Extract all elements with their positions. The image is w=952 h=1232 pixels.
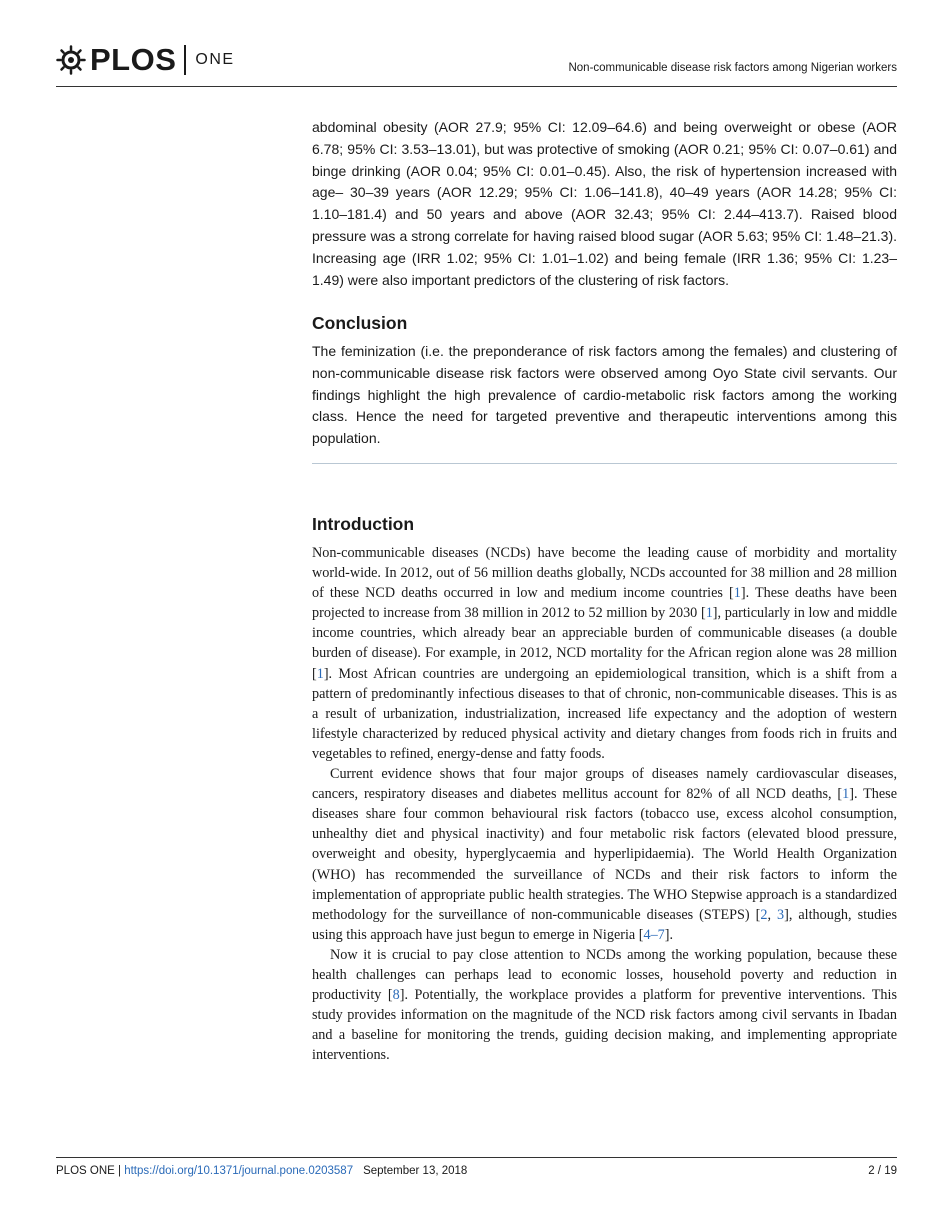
running-title: Non-communicable disease risk factors among Nigerian workers [568, 62, 897, 74]
introduction-section [312, 543, 897, 1065]
citation-link[interactable]: 8 [392, 987, 400, 1004]
intro-paragraph-3 [312, 945, 897, 1066]
logo-plos-text: PLOS [90, 42, 177, 77]
conclusion-section [312, 341, 897, 450]
text-run: Now it is crucial to pay close attention to NCDs among the working population, because these health challenges can perhaps lead to economic losses, household poverty and reduction in productivity [ [312, 946, 897, 1004]
citation-link[interactable]: 1 [705, 605, 713, 622]
text-run: Current evidence shows that four major groups of diseases namely cardiovascular diseases, cancers, respiratory diseases and diabetes mellitus account for 82% of all NCD deaths, [ [312, 766, 897, 803]
footer-divider [56, 1157, 897, 1158]
intro-paragraph-2 [312, 764, 897, 945]
footer-doi-link[interactable]: https://doi.org/10.1371/journal.pone.0203587 [124, 1165, 354, 1177]
text-run: ]. These diseases share four common behavioural risk factors (tobacco use, excess alcohol consumption, unhealthy diet and physical inactivity) and four metabolic risk factors (elevated blood pressure, overweight and obesity, hyperglycaemia and hyperlipidaemia). The World Health Organization (WHO) has recommended the surveillance of NCDs and their risk factors to inform the implementation of appropriate public health strategies. The WHO Stepwise approach is a standardized methodology for the surveillance of non-communicable diseases (STEPS) [ [312, 786, 897, 923]
introduction-heading: Introduction [312, 514, 415, 534]
footer-date: September 13, 2018 [363, 1165, 468, 1177]
text-run: ]. Most African countries are undergoing an epidemiological transition, which is a shift from a pattern of predominantly infectious diseases to that of chronic, non-communicable diseases. This is as a result of urbanization, industrialization, increased life expectancy and the adoption of western lifestyle characterized by reduced physical activity and dietary changes from foods rich in fruits and vegetables to refined, energy-dense and fatty foods. [312, 665, 897, 762]
page-footer [56, 1165, 897, 1177]
text-run: ], although, studies using this approach have just begun to emerge in Nigeria [ [312, 906, 897, 943]
logo-one-text: ONE [195, 51, 235, 68]
citation-link[interactable]: 4–7 [643, 926, 665, 943]
header-divider [56, 86, 897, 87]
page-header [56, 40, 897, 86]
abstract-results-paragraph: abdominal obesity (AOR 27.9; 95% CI: 12.09–64.6) and being overweight or obese (AOR 6.78; 95% CI: 3.53–13.01), but was protective of smoking (AOR 0.21; 95% CI: 0.07–0.61) and binge drinking (AOR 0.04; 95% CI: 0.01–0.45). Also, the risk of hypertension increased with age– 30–39 years (AOR 12.29; 95% CI: 1.06–141.8), 40–49 years (AOR 14.28; 95% CI: 1.10–181.4) and 50 years and above (AOR 32.43; 95% CI: 2.44–413.7). Raised blood pressure was a strong correlate for having raised blood sugar (AOR 5.63; 95% CI: 1.48–21.3). Increasing age (IRR 1.02; 95% CI: 1.01–1.02) and being female (IRR 1.36; 95% CI: 1.23–1.49) were also important predictors of the clustering of risk factors. [312, 119, 897, 288]
text-run: Non-communicable diseases (NCDs) have become the leading cause of morbidity and mortality world-wide. In 2012, out of 56 million deaths globally, NCDs accounted for 38 million and 28 million of these NCD deaths occurred in low and medium income countries [ [312, 545, 897, 602]
intro-paragraph-1 [312, 543, 897, 764]
text-run: ], particularly in low and middle income countries, which already bear an appreciable burden of communicable diseases (a double burden of disease). For example, in 2012, NCD mortality for the African region alone was 28 million [ [312, 605, 898, 682]
footer-journal: PLOS ONE | [56, 1165, 125, 1177]
plos-sun-icon [56, 45, 86, 75]
logo-divider [184, 45, 186, 75]
citation-link[interactable]: 3 [777, 906, 785, 923]
text-run: , [767, 906, 777, 923]
text-run: ]. These deaths have been projected to increase from 38 million in 2012 to 52 million by 2030 [ [312, 585, 898, 622]
citation-link[interactable]: 1 [733, 585, 741, 602]
citation-link[interactable]: 1 [842, 786, 850, 803]
text-run: ]. [664, 926, 674, 943]
citation-link[interactable]: 2 [760, 906, 768, 923]
conclusion-heading: Conclusion [312, 313, 408, 333]
text-run: ]. Potentially, the workplace provides a platform for preventive interventions. This study provides information on the magnitude of the NCD risk factors among civil servants in Ibadan and a baseline for monitoring the trends, guiding decision making, and implementing appropriate interventions. [312, 987, 897, 1064]
abstract-divider [312, 463, 897, 464]
conclusion-paragraph: The feminization (i.e. the preponderance of risk factors among the females) and clustering of non-communicable disease risk factors were observed among Oyo State civil servants. Our findings highlight the high prevalence of cardio-metabolic risk factors among the working class. Hence the need for targeted preventive and therapeutic interventions among this population. [312, 343, 897, 447]
citation-link[interactable]: 1 [316, 665, 324, 682]
plos-one-logo[interactable] [56, 42, 235, 78]
page-number: 2 / 19 [868, 1165, 897, 1177]
abstract-results-continued [312, 117, 897, 291]
